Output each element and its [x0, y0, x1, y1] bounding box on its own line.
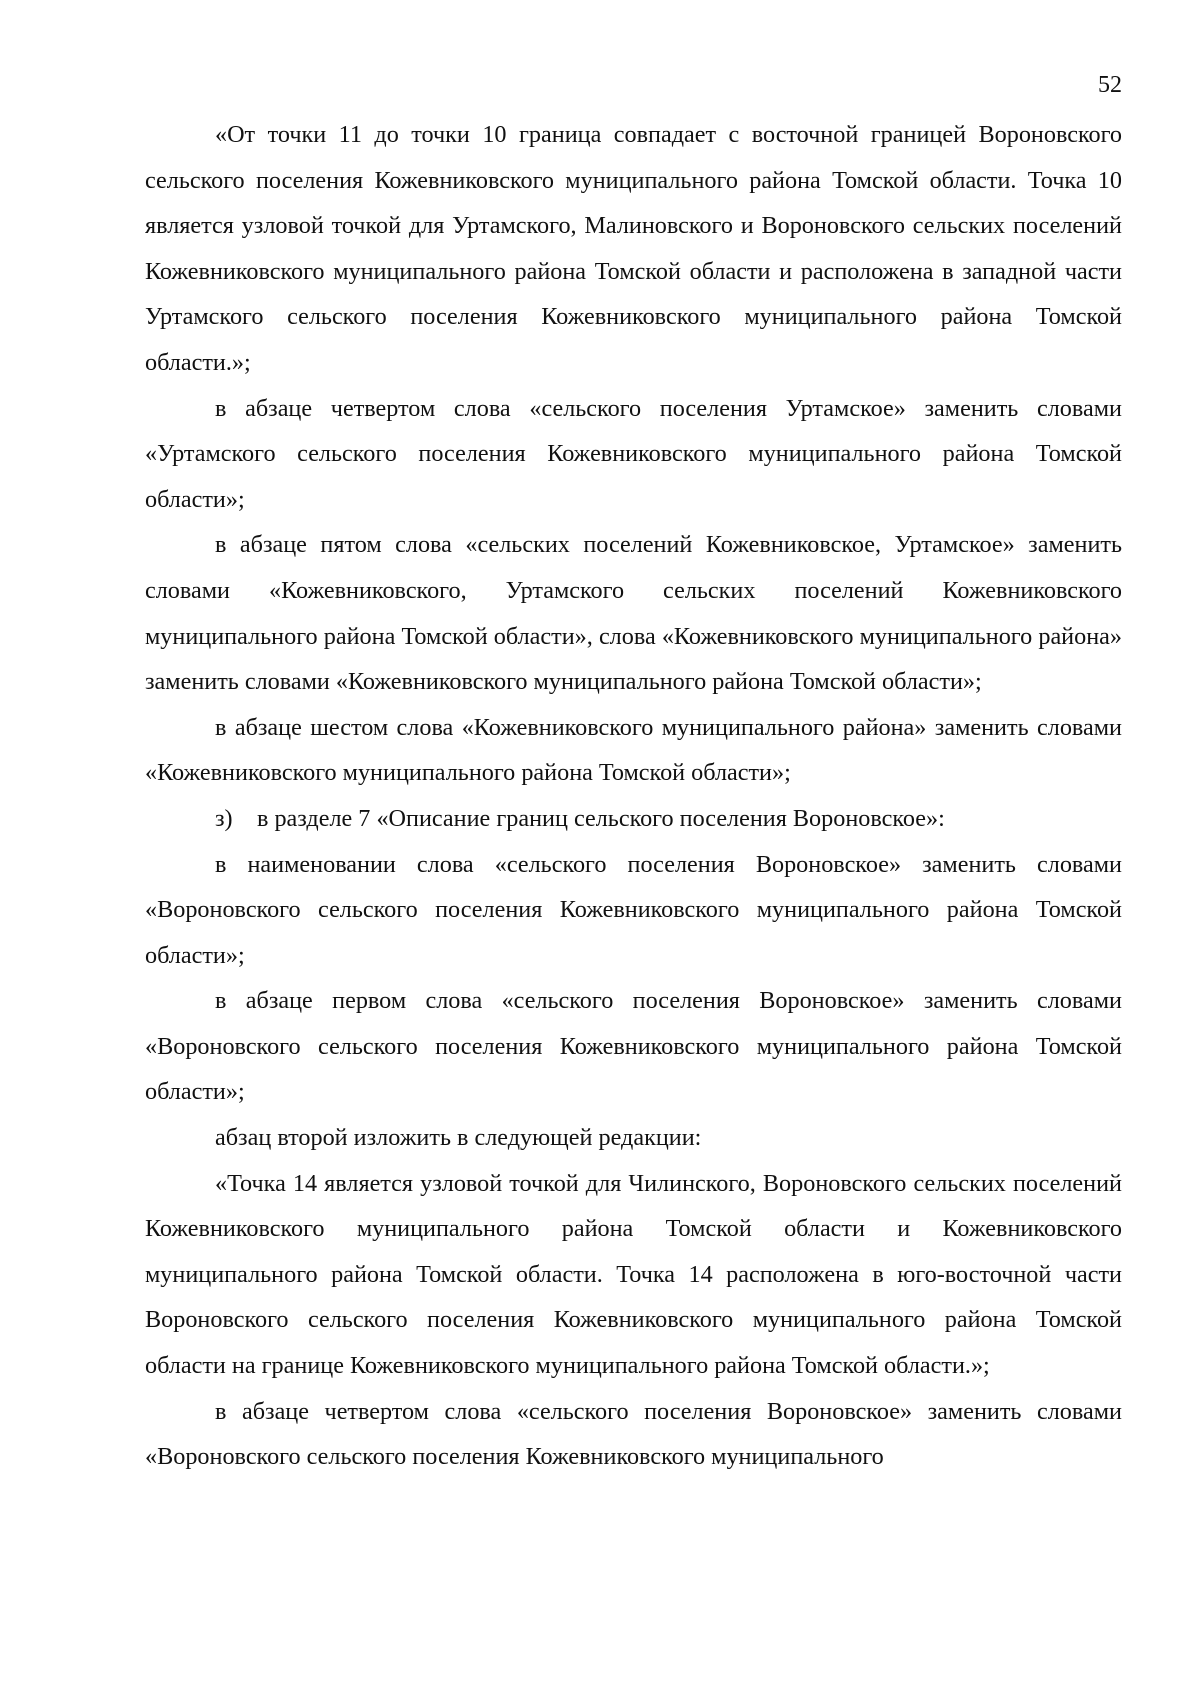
paragraph: в абзаце пятом слова «сельских поселений Кожевниковское, Уртамское» заменить словами «Кожевниковского, Уртамского сельских поселений Кожевниковского муниципального района Томской области», слова «Кожевниковского муниципального района» заменить словами «Кожевниковского муниципального района Томской области»;: [145, 531, 1122, 696]
paragraph: в абзаце шестом слова «Кожевниковского муниципального района» заменить словами «Кожевниковского муниципального района Томской области»;: [145, 713, 1122, 787]
paragraph: «Точка 14 является узловой точкой для Чилинского, Вороновского сельских поселений Кожевниковского муниципального района Томской области и Кожевниковского муниципального района Томской области. Точка 14 расположена в юго-восточной части Вороновского сельского поселения Кожевниковского муниципального района Томской области на границе Кожевниковского муниципального района Томской области.»;: [145, 1169, 1122, 1380]
paragraph: в наименовании слова «сельского поселения Вороновское» заменить словами «Вороновского сельского поселения Кожевниковского муниципального района Томской области»;: [145, 850, 1122, 969]
paragraph: в абзаце четвертом слова «сельского поселения Уртамское» заменить словами «Уртамского сельского поселения Кожевниковского муниципального района Томской области»;: [145, 394, 1122, 513]
paragraph: в абзаце четвертом слова «сельского поселения Вороновское» заменить словами «Вороновского сельского поселения Кожевниковского муниципального: [145, 1397, 1122, 1471]
list-item-marker: з): [215, 804, 233, 832]
page-number: 52: [1098, 72, 1122, 98]
document-body: [145, 112, 1122, 1480]
list-item-section-7: [145, 796, 1122, 842]
paragraph: «От точки 11 до точки 10 граница совпадает с восточной границей Вороновского сельского поселения Кожевниковского муниципального района Томской области. Точка 10 является узловой точкой для Уртамского, Малиновского и Вороновского сельских поселений Кожевниковского муниципального района Томской области и расположена в западной части Уртамского сельского поселения Кожевниковского муниципального района Томской области.»;: [145, 121, 1122, 376]
paragraph: в абзаце первом слова «сельского поселения Вороновское» заменить словами «Вороновского сельского поселения Кожевниковского муниципального района Томской области»;: [145, 987, 1122, 1106]
list-item-text: в разделе 7 «Описание границ сельского поселения Вороновское»:: [257, 804, 945, 832]
paragraph: абзац второй изложить в следующей редакции:: [215, 1124, 702, 1152]
